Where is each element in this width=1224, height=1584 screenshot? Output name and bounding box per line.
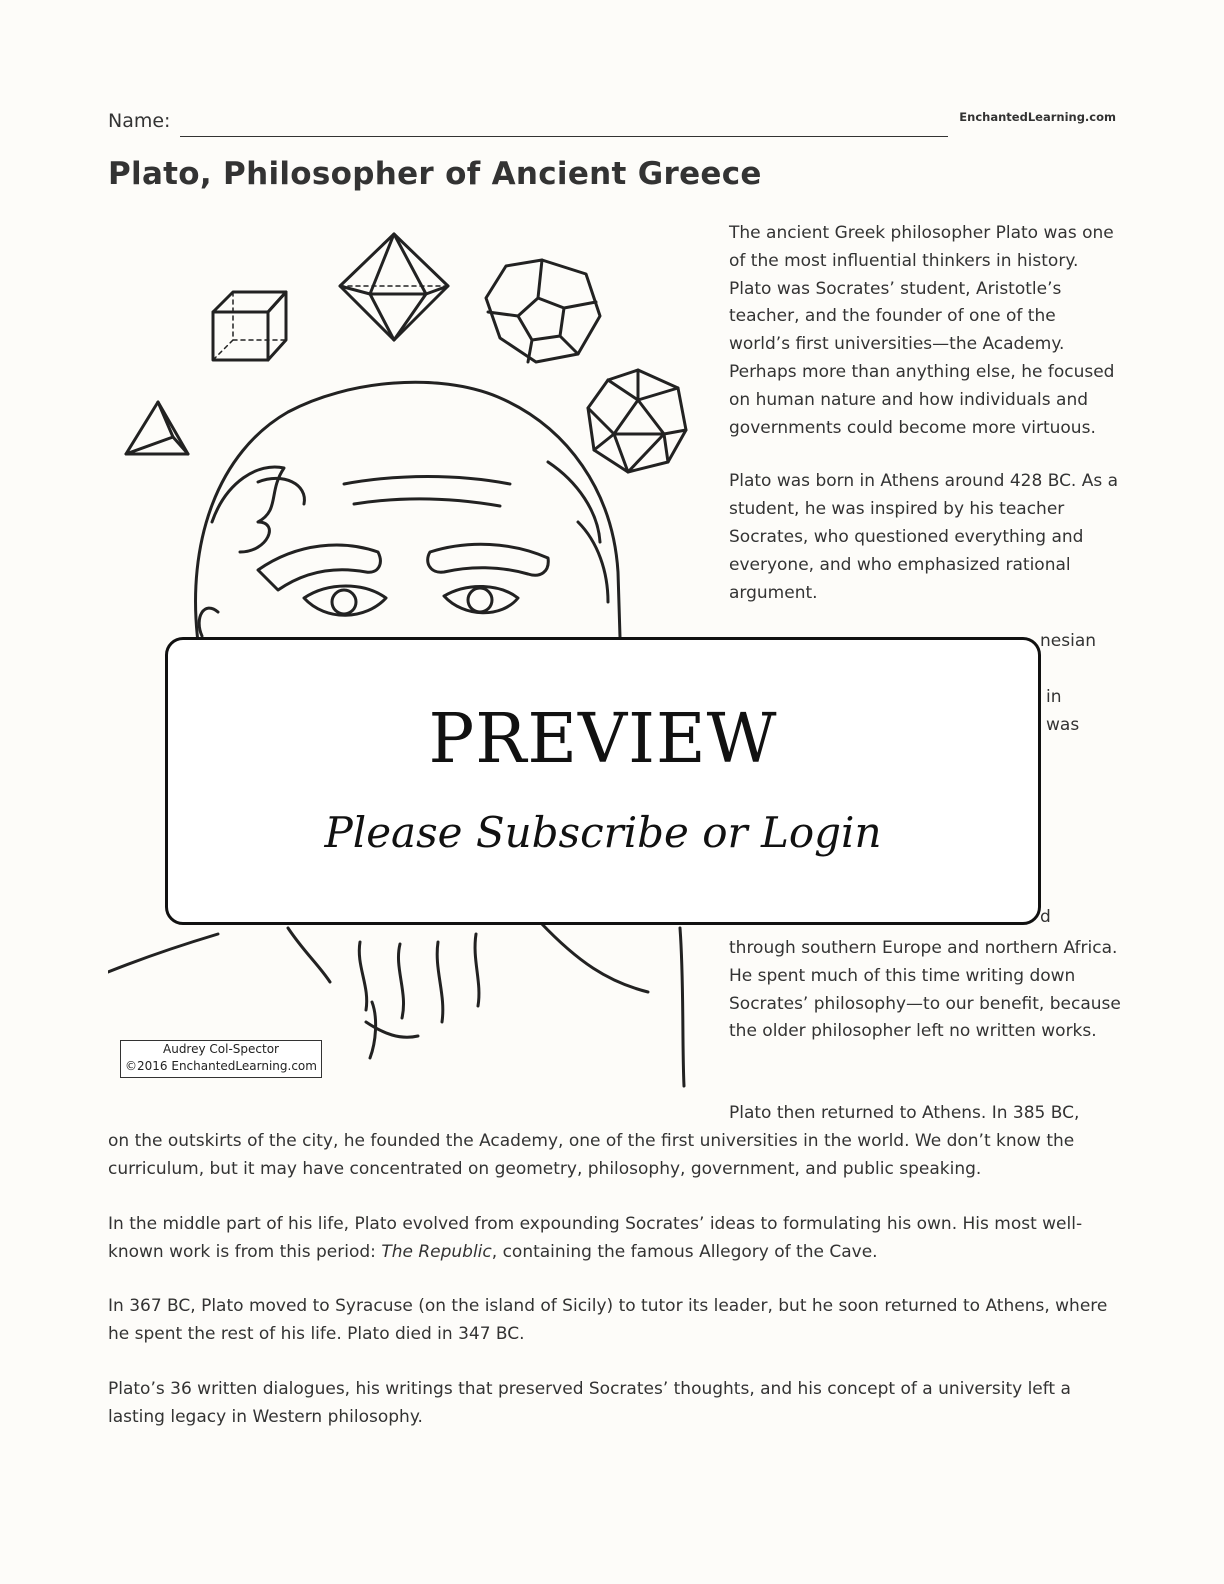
credit-author: Audrey Col-Spector: [163, 1042, 279, 1056]
octahedron-shape: [340, 234, 448, 340]
credit-copyright: ©2016 EnchantedLearning.com: [125, 1059, 317, 1073]
paragraph-republic: [108, 1211, 1118, 1267]
illustration-credit: [120, 1040, 322, 1078]
dodecahedron-shape: [486, 260, 600, 362]
preview-overlay[interactable]: [165, 637, 1041, 925]
icosahedron-shape: [588, 370, 686, 472]
right-text-column: [729, 220, 1121, 633]
cube-shape: [213, 292, 286, 360]
plato-head: [196, 382, 620, 642]
name-field-row: [108, 110, 948, 140]
site-label: EnchantedLearning.com: [959, 110, 1116, 124]
republic-title: The Republic: [381, 1241, 492, 1262]
name-label: Name:: [108, 110, 171, 132]
name-write-line: [180, 136, 948, 137]
hidden-text-fragment: d: [1040, 907, 1051, 927]
paragraph-academy-first-line: Plato then returned to Athens. In 385 BC,: [729, 1103, 1080, 1123]
hidden-text-fragment: nesian: [1040, 631, 1097, 651]
tetrahedron-shape: [126, 402, 188, 454]
republic-text-after: , containing the famous Allegory of the Cave.: [491, 1241, 878, 1262]
page-title: Plato, Philosopher of Ancient Greece: [108, 156, 762, 192]
subscribe-login-link[interactable]: Please Subscribe or Login: [324, 808, 882, 857]
paragraph-legacy: Plato’s 36 written dialogues, his writings that preserved Socrates’ thoughts, and his concept of a university left a lasting legacy in Western philosophy.: [108, 1379, 1071, 1427]
paragraph-intro: The ancient Greek philosopher Plato was one of the most influential thinkers in history. Plato was Socrates’ student, Aristotle’s teacher, and the founder of one of the world’s first universities—the Academy. Perhaps more than anything else, he focused on human nature and how individuals and governments could become more virtuous.: [729, 223, 1115, 438]
paragraph-academy: [108, 1100, 1118, 1183]
paragraph-syracuse: In 367 BC, Plato moved to Syracuse (on the island of Sicily) to tutor its leader, but he soon returned to Athens, where he spent the rest of his life. Plato died in 347 BC.: [108, 1296, 1108, 1344]
paragraph-academy-rest: on the outskirts of the city, he founded the Academy, one of the first universities in the world. We don’t know the curriculum, but it may have concentrated on geometry, philosophy, government, and public speaking.: [108, 1130, 1075, 1179]
hidden-text-fragment: in: [1046, 687, 1062, 707]
paragraph-travels: through southern Europe and northern Africa. He spent much of this time writing down Socrates’ philosophy—to our benefit, because the older philosopher left no written works.: [729, 938, 1121, 1042]
preview-title: PREVIEW: [428, 700, 778, 779]
hidden-text-fragment: was: [1046, 715, 1080, 735]
republic-text-before: In the middle part of his life, Plato evolved from expounding Socrates’ ideas to formulating his own. His most well-known work is from this period:: [108, 1214, 1083, 1262]
paragraph-birth: Plato was born in Athens around 428 BC. As a student, he was inspired by his teacher Socrates, who questioned everything and everyone, and who emphasized rational argument.: [729, 471, 1119, 603]
